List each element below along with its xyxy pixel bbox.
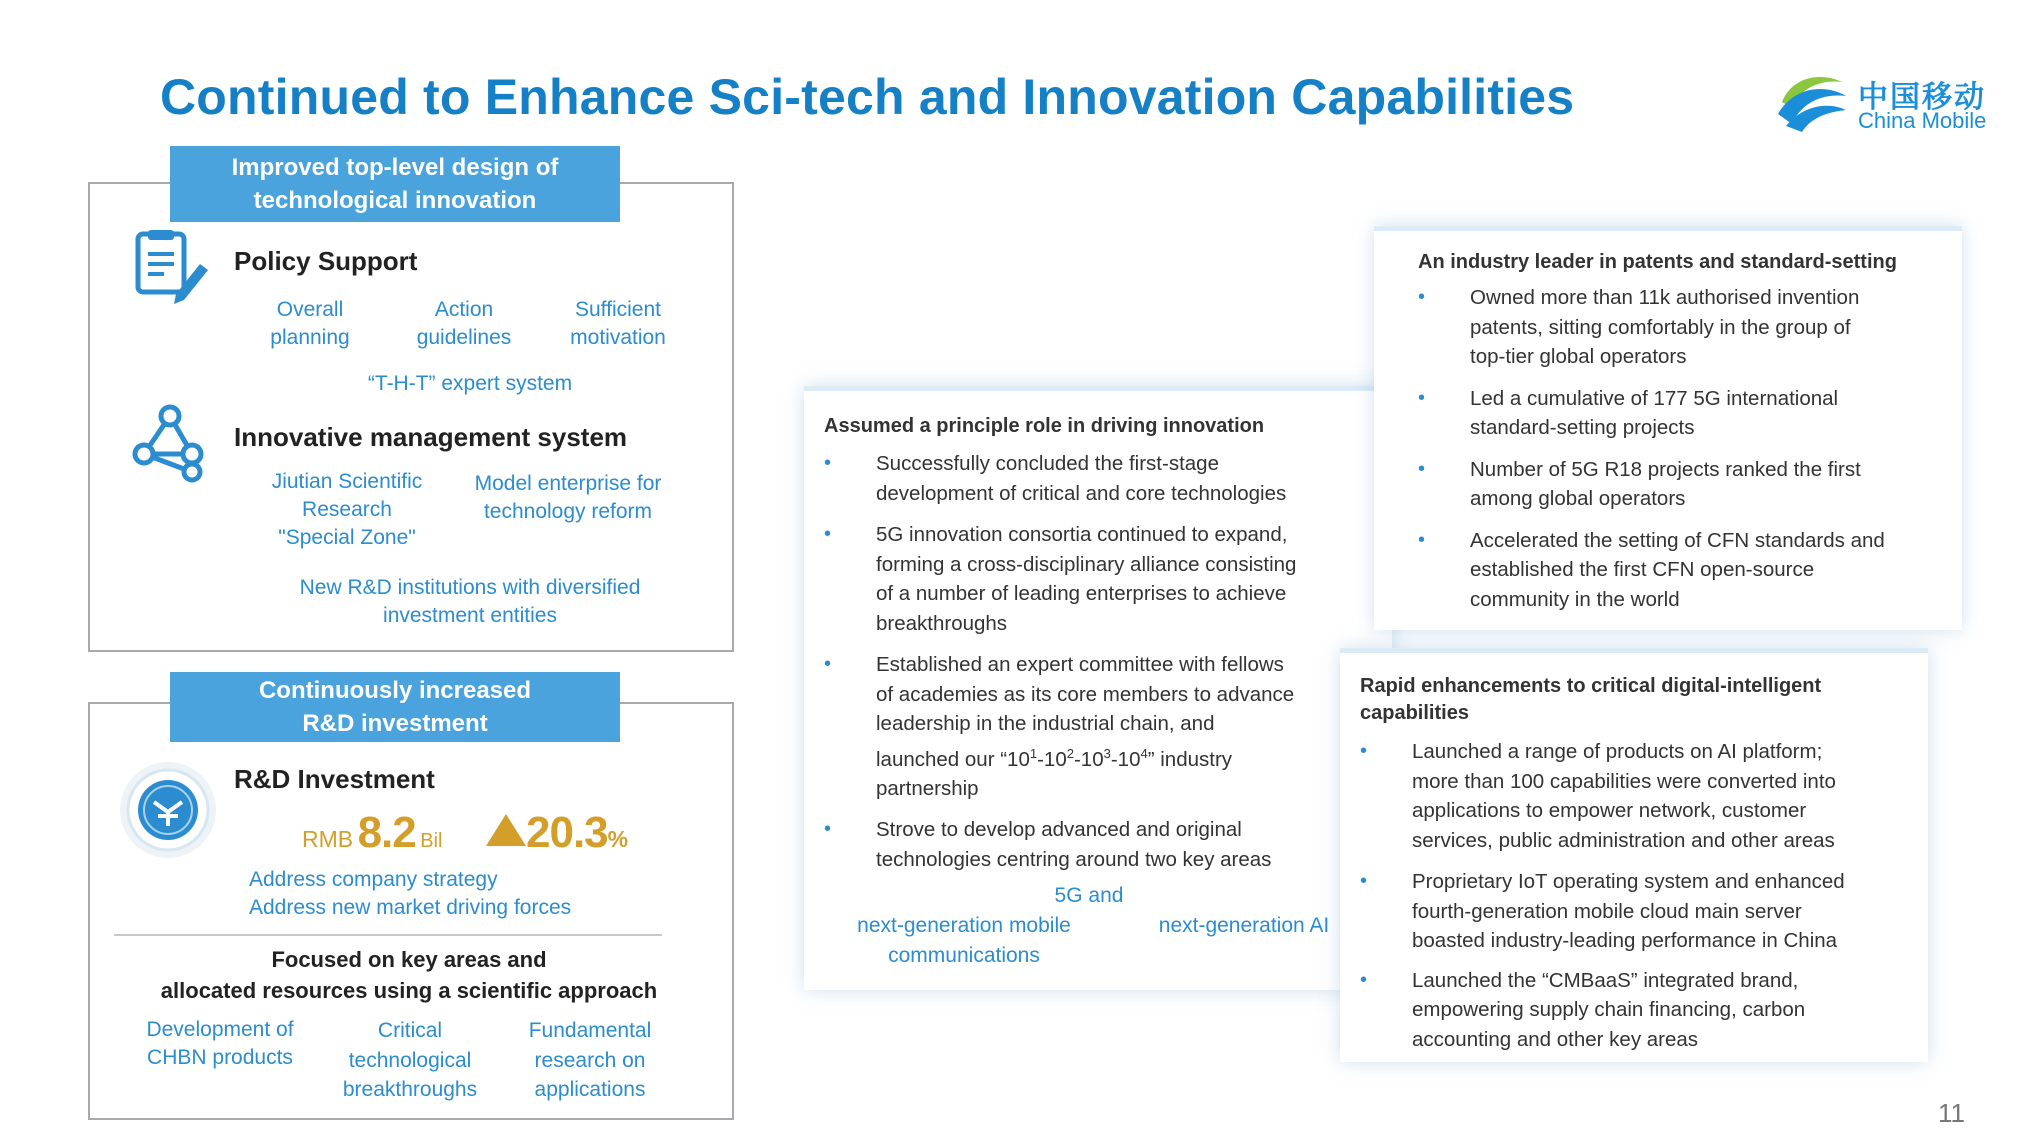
- bullet-icon: •: [1418, 386, 1426, 409]
- model-enterprise-item: Model enterprise for technology reform: [474, 472, 662, 523]
- list-item: • Owned more than 11k authorised invention patents, sitting comfortably in the group of top-tier global operators: [1418, 283, 1958, 372]
- bullet-icon: •: [1360, 870, 1368, 892]
- fundamental-research-area: Fundamental research on applications: [528, 1019, 652, 1101]
- bullet-icon: •: [1360, 968, 1368, 991]
- bullet-icon: •: [1360, 740, 1368, 762]
- logo-english-text: China Mobile: [1858, 108, 1987, 133]
- rmb-label: RMB: [302, 826, 354, 852]
- list-item: • Strove to develop advanced and original technologies centring around two key areas: [824, 815, 1384, 874]
- top-level-design-tag: Improved top-level design of technological innovation: [170, 146, 620, 222]
- critical-breakthroughs-area: Critical technological breakthroughs: [342, 1019, 478, 1101]
- bullet-icon: •: [1418, 286, 1426, 308]
- bullet-icon: •: [824, 452, 832, 474]
- overall-planning-item: Overall planning: [270, 298, 350, 349]
- investment-amount-value: 8.2: [357, 808, 416, 857]
- 5g-area-label: 5G and: [1054, 884, 1124, 907]
- focused-key-areas-text: Focused on key areas and allocated resources using a scientific approach: [160, 947, 658, 1003]
- bullet-icon: •: [824, 818, 832, 841]
- digital-intelligent-heading: Rapid enhancements to critical digital-intelligent capabilities: [1360, 675, 1822, 724]
- logo-swirl-icon: [1776, 68, 1848, 134]
- digital-intelligent-card: [1340, 648, 1928, 1062]
- growth-rate: [526, 808, 628, 858]
- investment-coin-icon: [118, 756, 218, 866]
- growth-percent-unit: %: [607, 826, 629, 852]
- driving-innovation-card: [804, 386, 1392, 990]
- partnership-line: launched our “$10^1-10^2-10^3-10^4$” industry: [876, 745, 1233, 771]
- list-item: • Established an expert committee with fellows of academies as its core members to advance leadership in the industrial chain, and launched our “$10^1-10^2-10^3-10^4$” industry partnership: [824, 650, 1384, 803]
- growth-up-triangle-icon: [486, 814, 526, 846]
- list-item: • Proprietary IoT operating system and enhanced fourth-generation mobile cloud main server boasted industry-leading performance in China: [1360, 867, 1924, 956]
- next-gen-mobile-area: next-generation mobile communications: [857, 914, 1071, 967]
- patents-standards-list: [1418, 283, 1958, 614]
- action-guidelines-item: Action guidelines: [416, 298, 512, 349]
- rd-investment-tag: Continuously increased R&D investment: [170, 672, 620, 742]
- page-title: Continued to Enhance Sci-tech and Innovation Capabilities: [160, 69, 1575, 125]
- rd-investment-heading: R&D Investment: [234, 764, 435, 794]
- bullet-icon: •: [1418, 457, 1426, 480]
- network-nodes-icon: [130, 404, 210, 484]
- bullet-icon: •: [824, 653, 832, 675]
- list-item: • Launched the “CMBaaS” integrated brand, empowering supply chain financing, carbon accounting and other key areas: [1360, 966, 1924, 1055]
- next-gen-ai-area: next-generation AI: [1158, 914, 1330, 937]
- list-item: • 5G innovation consortia continued to expand, forming a cross-disciplinary alliance consisting of a number of leading enterprises to achieve breakthroughs: [824, 520, 1384, 638]
- innovative-management-heading: Innovative management system: [234, 422, 628, 452]
- jiutian-special-zone-item: Jiutian Scientific Research "Special Zone": [271, 470, 423, 549]
- growth-rate-value: 20.3: [526, 808, 608, 857]
- bullet-icon: •: [824, 523, 832, 545]
- patents-standards-card: [1374, 226, 1962, 630]
- tht-expert-system-item: “T-H-T” expert system: [367, 372, 573, 395]
- bullet-icon: •: [1418, 528, 1426, 551]
- patents-standards-heading: An industry leader in patents and standard-setting: [1418, 251, 1897, 273]
- rd-investment-amount: [302, 808, 442, 858]
- billion-unit: Bil: [420, 830, 443, 852]
- address-company-strategy: Address company strategy: [249, 868, 498, 891]
- driving-innovation-list: [824, 449, 1384, 874]
- list-item: • Accelerated the setting of CFN standards and established the first CFN open-source community in the world: [1418, 526, 1958, 615]
- new-rd-institutions-item: New R&D institutions with diversified investment entities: [299, 576, 641, 627]
- chbn-products-area: Development of CHBN products: [146, 1018, 294, 1069]
- list-item: • Number of 5G R18 projects ranked the first among global operators: [1418, 455, 1958, 514]
- section-divider: [114, 934, 662, 936]
- logo-chinese-text: 中国移动: [1858, 81, 1986, 114]
- sufficient-motivation-item: Sufficient motivation: [570, 298, 666, 349]
- page-number: 11: [1938, 1098, 1965, 1128]
- list-item: • Led a cumulative of 177 5G international standard-setting projects: [1418, 384, 1958, 443]
- driving-innovation-heading: Assumed a principle role in driving innovation: [824, 415, 1265, 437]
- policy-document-icon: [130, 228, 210, 308]
- policy-support-heading: Policy Support: [234, 246, 418, 276]
- list-item: • Successfully concluded the first-stage development of critical and core technologies: [824, 449, 1384, 508]
- list-item: • Launched a range of products on AI platform; more than 100 capabilities were converted into applications to empower network, customer services, public administration and other areas: [1360, 737, 1924, 855]
- address-market-forces: Address new market driving forces: [249, 896, 572, 919]
- digital-intelligent-list: [1360, 737, 1924, 1054]
- china-mobile-logo: [1776, 68, 1998, 138]
